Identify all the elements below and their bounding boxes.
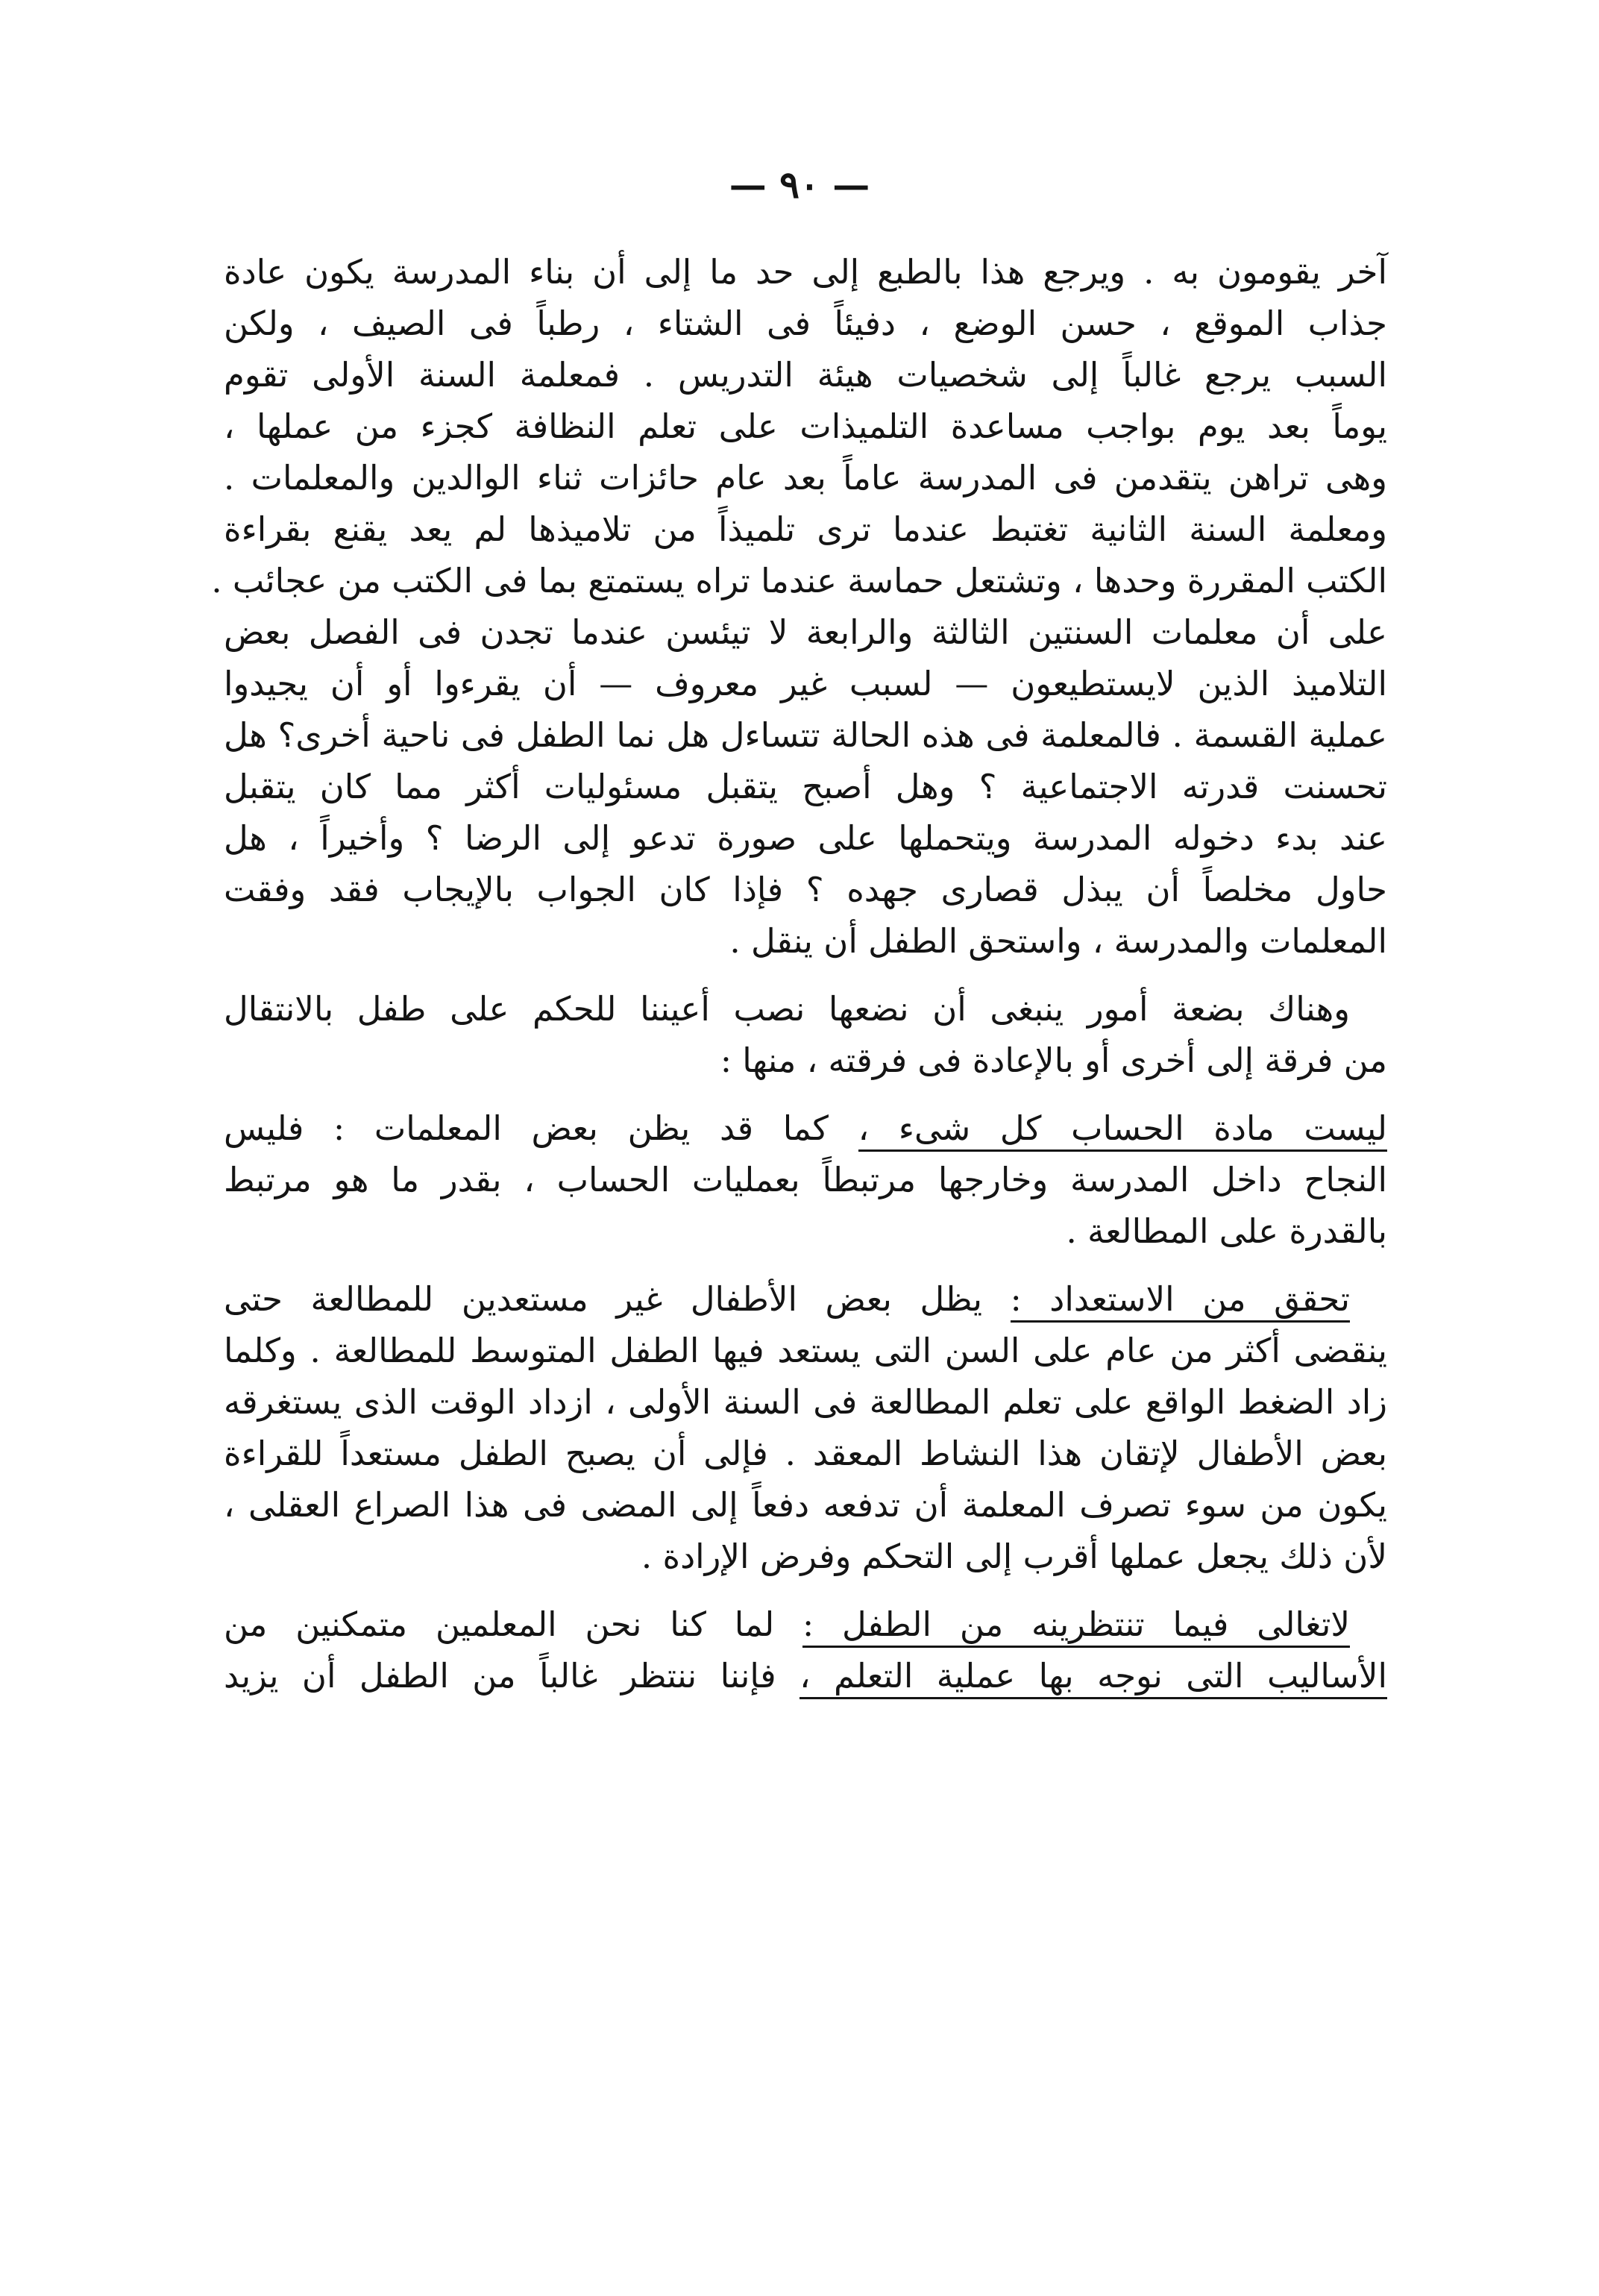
paragraph-4 xyxy=(224,1273,1387,1582)
text-line: يكون من سوء تصرف المعلمة أن تدفعه دفعاً إلى المضى فى هذا الصراع العقلى ، xyxy=(224,1485,1387,1525)
text-segment: يظل بعض الأطفال غير مستعدين للمطالعة حتى xyxy=(224,1279,1011,1319)
paragraph-gap xyxy=(224,1257,1387,1273)
text-line: آخر يقومون به . ويرجع هذا بالطبع إلى حد ما إلى أن بناء المدرسة يكون عادة xyxy=(224,252,1387,292)
underlined-phrase: الأساليب التى نوجه بها عملية التعلم ، xyxy=(800,1656,1387,1699)
text-line: السبب يرجع غالباً إلى شخصيات هيئة التدريس . فمعلمة السنة الأولى تقوم xyxy=(224,355,1387,395)
text-line: من فرقة إلى أخرى أو بالإعادة فى فرقته ، منها : xyxy=(720,1041,1387,1080)
underlined-heading: ليست مادة الحساب كل شىء ، xyxy=(858,1108,1387,1152)
text-segment: كما قد يظن بعض المعلمات : فليس xyxy=(224,1108,858,1148)
text-line: ينقضى أكثر من عام على السن التى يستعد فيها الطفل المتوسط للمطالعة . وكلما xyxy=(224,1331,1387,1370)
text-line: حاول مخلصاً أن يبذل قصارى جهده ؟ فإذا كان الجواب بالإيجاب فقد وفقت xyxy=(224,870,1387,909)
text-line xyxy=(224,1102,1387,1154)
text-line xyxy=(224,1599,1387,1650)
paragraph-gap xyxy=(224,1086,1387,1102)
paragraph-gap xyxy=(224,1582,1387,1599)
text-line: ومعلمة السنة الثانية تغتبط عندما ترى تلميذاً من تلاميذها لم يعد يقنع بقراءة xyxy=(224,509,1387,549)
text-line: تحسنت قدرته الاجتماعية ؟ وهل أصبح يتقبل مسئوليات أكثر مما كان يتقبل xyxy=(224,767,1387,806)
text-line: على أن معلمات السنتين الثالثة والرابعة لا تيئسن عندما تجدن فى الفصل بعض xyxy=(224,612,1387,652)
text-line xyxy=(224,1273,1387,1325)
text-line: وهناك بضعة أمور ينبغى أن نضعها نصب أعيننا للحكم على طفل بالانتقال xyxy=(224,989,1350,1029)
text-line: وهى تراهن يتقدمن فى المدرسة عاماً بعد عام حائزات ثناء الوالدين والمعلمات . xyxy=(224,458,1387,498)
text-line: عند بدء دخوله المدرسة ويتحملها على صورة تدعو إلى الرضا ؟ وأخيراً ، هل xyxy=(224,818,1387,858)
paragraph-3 xyxy=(224,1102,1387,1257)
text-segment: لما كنا نحن المعلمين متمكنين من xyxy=(224,1605,803,1644)
body-text xyxy=(211,246,1388,1701)
text-line: جذاب الموقع ، حسن الوضع ، دفيئاً فى الشتاء ، رطباً فى الصيف ، ولكن xyxy=(224,304,1387,343)
text-line: بالقدرة على المطالعة . xyxy=(1066,1211,1387,1251)
text-line: زاد الضغط الواقع على تعلم المطالعة فى السنة الأولى ، ازداد الوقت الذى يستغرقه xyxy=(224,1382,1387,1422)
text-line: بعض الأطفال لإتقان هذا النشاط المعقد . فإلى أن يصبح الطفل مستعداً للقراءة xyxy=(224,1434,1387,1473)
underlined-heading: تحقق من الاستعداد : xyxy=(1011,1279,1350,1323)
text-line: يوماً بعد يوم بواجب مساعدة التلميذات على تعلم النظافة كجزء من عملها ، xyxy=(224,407,1387,446)
underlined-heading: لاتغالى فيما تنتظرينه من الطفل : xyxy=(802,1605,1350,1648)
text-line: لأن ذلك يجعل عملها أقرب إلى التحكم وفرض الإرادة . xyxy=(641,1537,1387,1576)
text-segment: فإننا ننتظر غالباً من الطفل أن يزيد xyxy=(224,1656,800,1696)
paragraph-5 xyxy=(224,1599,1387,1701)
paragraph-2 xyxy=(224,983,1387,1086)
text-line: التلاميذ الذين لايستطيعون — لسبب غير معروف — أن يقرءوا أو أن يجيدوا xyxy=(224,664,1387,703)
text-line: الكتب المقررة وحدها ، وتشتعل حماسة عندما تراه يستمتع بما فى الكتب من عجائب . xyxy=(211,561,1387,600)
paragraph-1 xyxy=(211,246,1387,967)
page-number: — ٩٠ — xyxy=(729,163,870,207)
text-line: المعلمات والمدرسة ، واستحق الطفل أن ينقل . xyxy=(729,921,1387,961)
paragraph-gap xyxy=(224,967,1387,983)
text-line: النجاح داخل المدرسة وخارجها مرتبطاً بعمليات الحساب ، بقدر ما هو مرتبط xyxy=(224,1160,1387,1199)
text-line xyxy=(224,1650,1387,1701)
text-line: عملية القسمة . فالمعلمة فى هذه الحالة تتساءل هل نما الطفل فى ناحية أخرى؟ هل xyxy=(224,715,1387,755)
